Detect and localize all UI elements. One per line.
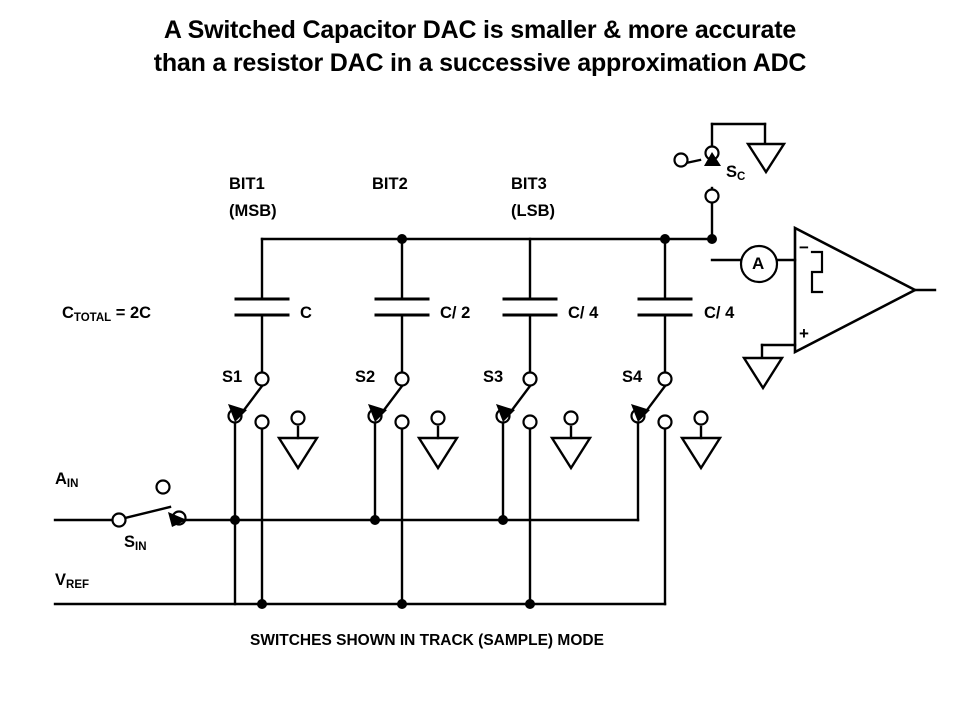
label-bit1-msb: (MSB): [229, 202, 277, 220]
ain-subscript: IN: [66, 478, 79, 490]
sin-subscript: IN: [135, 541, 147, 553]
junction-vref-s3: [525, 599, 535, 609]
diagram-caption: SWITCHES SHOWN IN TRACK (SAMPLE) MODE: [250, 632, 604, 649]
ctotal-value: = 2C: [111, 304, 152, 322]
label-s2: S2: [355, 368, 376, 386]
label-s4: S4: [622, 368, 643, 386]
ground-symbol-s4: [682, 438, 720, 468]
label-cap3: C/ 4: [568, 304, 599, 322]
label-bit2: BIT2: [372, 175, 408, 193]
ctotal-c: C: [62, 304, 74, 322]
label-bit1: BIT1: [229, 175, 265, 193]
opamp-plus-sign: +: [799, 324, 809, 343]
junction-vref-s1: [257, 599, 267, 609]
label-sc: [726, 162, 745, 183]
junction-bus-sc: [707, 234, 717, 244]
sin-terminal-left: [113, 514, 126, 527]
s1-common-terminal: [256, 373, 269, 386]
ground-symbol-opamp: [744, 358, 782, 388]
s2-common-terminal: [396, 373, 409, 386]
label-bit3: BIT3: [511, 175, 547, 193]
s1-terminal-gnd: [292, 412, 305, 425]
label-cap1: C: [300, 304, 312, 322]
s3-terminal-gnd: [565, 412, 578, 425]
junction-vref-s2: [397, 599, 407, 609]
title-line-1: A Switched Capacitor DAC is smaller & more accurate: [163, 16, 797, 44]
junction-ain-s2: [370, 515, 380, 525]
label-ain: [55, 469, 78, 490]
sc-subscript: C: [737, 171, 746, 183]
sin-blade: [125, 507, 170, 518]
junction-bus-cap4: [660, 234, 670, 244]
ground-symbol-s3: [552, 438, 590, 468]
s3-terminal-vref: [524, 416, 537, 429]
opamp-minus-sign: −: [799, 238, 809, 257]
ctotal-subscript: TOTAL: [73, 312, 112, 324]
label-sin: [124, 532, 147, 553]
label-cap2: C/ 2: [440, 304, 471, 322]
s2-terminal-gnd: [432, 412, 445, 425]
label-bit3-lsb: (LSB): [511, 202, 555, 220]
junction-ain-s3: [498, 515, 508, 525]
junction-bus-cap2: [397, 234, 407, 244]
ain-letter: A: [55, 470, 67, 488]
sc-terminal-open: [675, 154, 688, 167]
s3-common-terminal: [524, 373, 537, 386]
sin-letter: S: [124, 533, 136, 551]
label-s1: S1: [222, 368, 243, 386]
s1-terminal-vref: [256, 416, 269, 429]
label-cap4: C/ 4: [704, 304, 735, 322]
s4-common-terminal: [659, 373, 672, 386]
sc-terminal-bottom: [706, 190, 719, 203]
title-line-2: than a resistor DAC in a successive approximation ADC: [153, 49, 807, 77]
vref-letter: V: [55, 571, 67, 589]
ground-symbol-sc: [748, 144, 784, 172]
label-s3: S3: [483, 368, 504, 386]
s4-terminal-gnd: [695, 412, 708, 425]
ground-symbol-s1: [279, 438, 317, 468]
ground-symbol-s2: [419, 438, 457, 468]
s4-terminal-vref: [659, 416, 672, 429]
vref-subscript: REF: [66, 579, 90, 591]
label-amp: A: [752, 254, 765, 273]
junction-ain-s1: [230, 515, 240, 525]
ain-terminal-open: [157, 481, 170, 494]
label-ctotal: [62, 303, 151, 324]
s2-terminal-vref: [396, 416, 409, 429]
sc-letter: S: [726, 163, 738, 181]
label-vref: [55, 570, 89, 591]
